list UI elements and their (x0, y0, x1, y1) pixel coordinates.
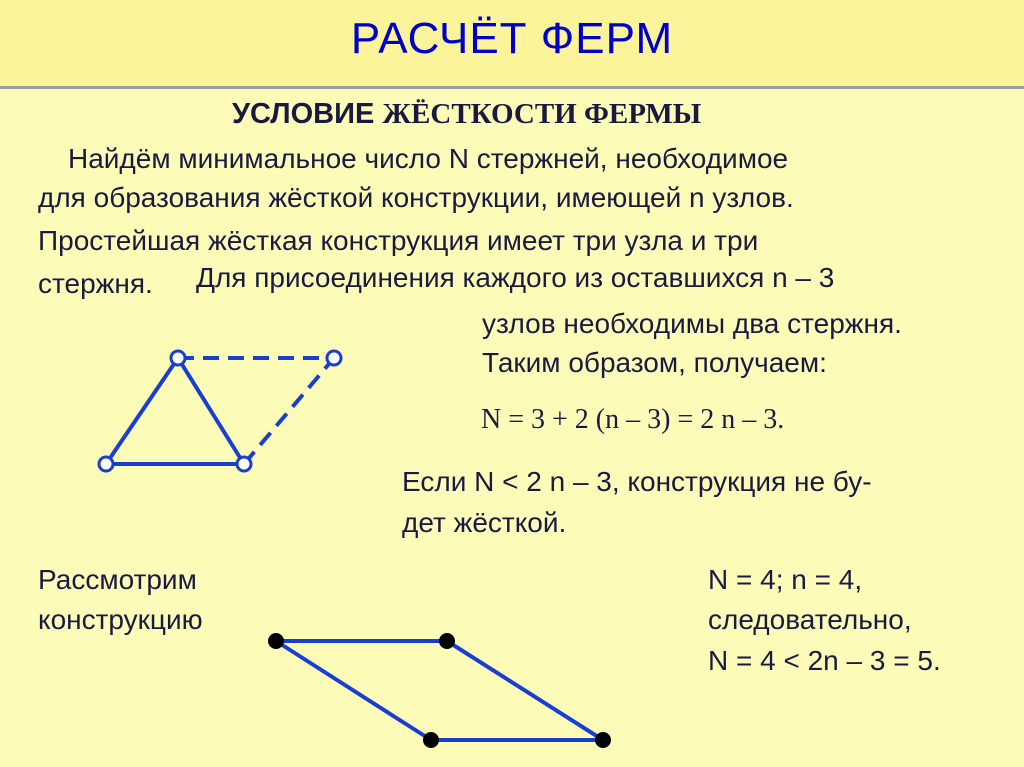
node-added (327, 351, 341, 365)
para-node-bottom-right (595, 732, 611, 748)
triangle-left-bar (106, 358, 178, 464)
result-line-1: N = 4; n = 4, (708, 564, 863, 595)
added-diagonal-dashed-bar (244, 358, 334, 464)
slide-title: РАСЧЁТ ФЕРМ (350, 14, 674, 63)
text-line-3: Простейшая жёсткая конструкция имеет три узла и три (38, 225, 759, 256)
para-node-top-right (439, 633, 455, 649)
result-line-3: N = 4 < 2n – 3 = 5. (708, 645, 941, 676)
parallelogram-bars (276, 641, 603, 740)
parallelogram-nodes (268, 633, 611, 748)
para-node-top-left (268, 633, 284, 649)
para-node-bottom-left (423, 732, 439, 748)
node-bottom-right (237, 457, 251, 471)
text-line-1: Найдём минимальное число N стержней, необходимое (68, 143, 789, 174)
rigidity-formula: N = 3 + 2 (n – 3) = 2 n – 3. (481, 404, 785, 435)
triangle-truss-lines (106, 358, 334, 464)
para-left-bar (276, 641, 431, 740)
example-label-2: конструкцию (38, 604, 203, 635)
subtitle-sans-part: УСЛОВИЕ (232, 98, 383, 130)
text-line-2: для образования жёсткой конструкции, имеющей n узлов. (38, 182, 794, 213)
condition-line-1: Если N < 2 n – 3, конструкция не бу- (402, 466, 872, 497)
triangle-nodes (99, 351, 341, 471)
node-bottom-left (99, 457, 113, 471)
text-line-6: Таким образом, получаем: (482, 347, 827, 378)
para-right-bar (447, 641, 603, 740)
result-line-2: следовательно, (708, 604, 912, 635)
condition-line-2: дет жёсткой. (402, 507, 567, 538)
node-top (171, 351, 185, 365)
triangle-right-bar (178, 358, 244, 464)
subtitle-serif-part: ЖЁСТКОСТИ ФЕРМЫ (382, 98, 702, 130)
text-line-4b: Для присоединения каждого из оставшихся n – 3 (196, 262, 835, 293)
text-line-4a: стержня. (38, 268, 153, 299)
text-line-5: узлов необходимы два стержня. (482, 308, 902, 339)
example-label-1: Рассмотрим (38, 564, 197, 595)
